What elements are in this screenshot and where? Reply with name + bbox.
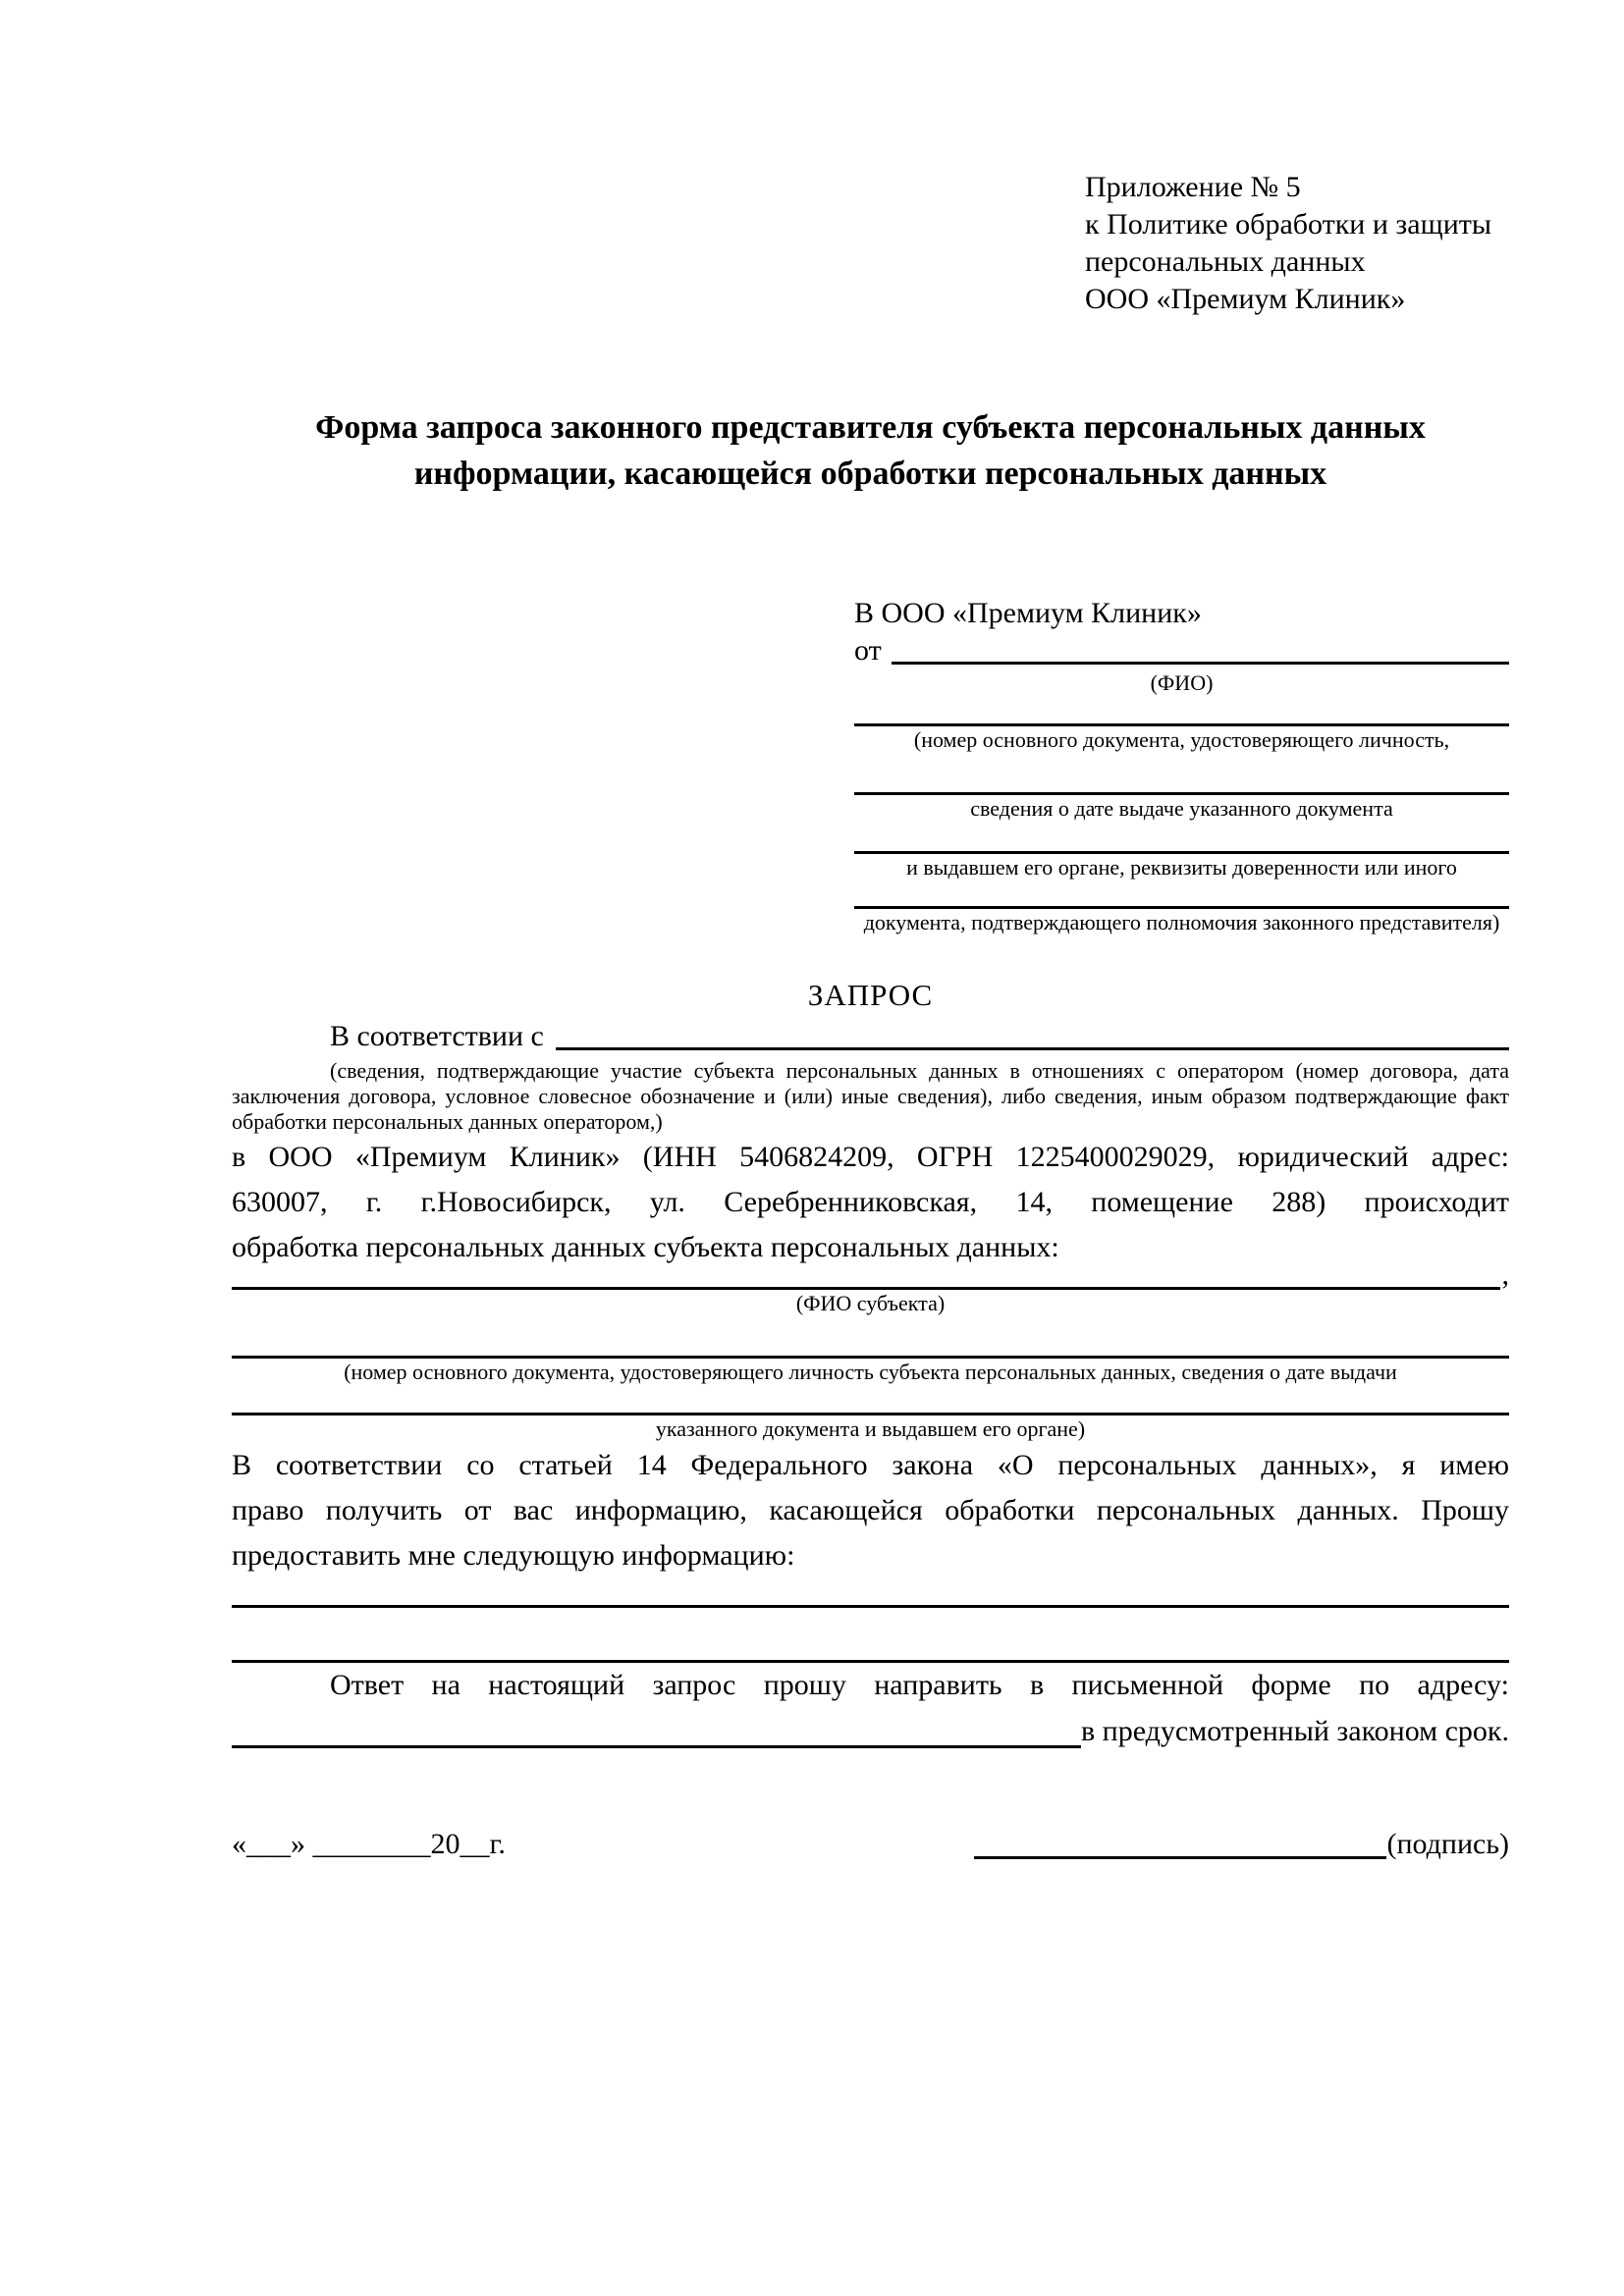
subject-fio-writein-line (232, 1264, 1500, 1290)
writein-line (854, 754, 1509, 795)
appendix-line: персональных данных (1085, 245, 1366, 278)
subject-fio-caption: (ФИО субъекта) (795, 1291, 946, 1315)
field-caption: сведения о дате выдаче указанного документа (970, 796, 1393, 821)
operator-paragraph-line: обработка персональных данных субъекта персональных данных: (232, 1231, 1059, 1263)
answer-tail: в предусмотренный законом срок. (1081, 1715, 1509, 1747)
from-writein-line (892, 632, 1509, 665)
appendix-line: к Политике обработки и защиты (1085, 208, 1492, 240)
operator-paragraph-line: 630007, г. г.Новосибирск, ул. Серебренниковская, 14, помещение 288) происходит (232, 1186, 1509, 1218)
law-paragraph-line: право получить от вас информацию, касающейся обработки персональных данных. Прошу (232, 1494, 1509, 1526)
signature-caption: (подпись) (1386, 1828, 1509, 1860)
accordance-caption-line: заключения договора, условное словесное обозначение и (или) иные сведения), либо сведения, иным образом подтверждающие факт (232, 1084, 1509, 1108)
accordance-caption-line: (сведения, подтверждающие участие субъекта персональных данных в отношениях с оператором (номер договора, дата (330, 1058, 1509, 1083)
addressee-block (854, 595, 1509, 936)
subject-doc-caption: (номер основного документа, удостоверяющего личность субъекта персональных данных, сведения о дате выдачи (344, 1360, 1397, 1384)
writein-line (232, 1578, 1509, 1608)
field-caption: и выдавшем его органе, реквизиты доверенности или иного (906, 855, 1457, 880)
law-paragraph-line: предоставить мне следующую информацию: (232, 1539, 795, 1572)
from-label: от (854, 634, 882, 667)
writein-line (854, 881, 1509, 909)
appendix-line: Приложение № 5 (1085, 171, 1301, 203)
writein-line (232, 1317, 1509, 1359)
date-line: «___» ________20__г. (232, 1828, 506, 1860)
writein-line (232, 1608, 1509, 1663)
trailing-comma: , (1501, 1258, 1509, 1291)
writein-line (854, 823, 1509, 854)
answer-lead: Ответ на настоящий запрос прошу направить в письменной форме по адресу: (330, 1669, 1509, 1701)
addressee-from-row (854, 632, 1509, 669)
operator-paragraph-line: в ООО «Премиум Клиник» (ИНН 5406824209, ОГРН 1225400029029, юридический адрес: (232, 1141, 1509, 1173)
address-writein-line (232, 1745, 1081, 1748)
signature-writein-line (974, 1856, 1386, 1859)
writein-line (854, 697, 1509, 726)
appendix-block (1085, 169, 1509, 318)
field-caption: (номер основного документа, удостоверяющего личность, (913, 727, 1450, 752)
signature-group (974, 1825, 1509, 1864)
request-heading: ЗАПРОС (807, 978, 934, 1012)
field-caption: документа, подтверждающего полномочия законного представителя) (863, 910, 1500, 934)
accordance-caption-line: обработки персональных данных оператором,) (232, 1109, 663, 1134)
accordance-row (232, 1017, 1509, 1056)
law-paragraph-line: В соответствии со статьей 14 Федерального закона «О персональных данных», я имею (232, 1449, 1509, 1481)
operator-paragraph (232, 1135, 1509, 1270)
footer-row (232, 1825, 1509, 1864)
addressee-company: В ООО «Премиум Клиник» (854, 597, 1202, 629)
answer-address-row (232, 1708, 1509, 1754)
accordance-label: В соответствии с (330, 1020, 544, 1052)
accordance-caption (232, 1058, 1509, 1135)
accordance-writein-line (556, 1017, 1509, 1050)
writein-line (232, 1386, 1509, 1415)
appendix-line: ООО «Премиум Клиник» (1085, 283, 1406, 315)
document-title-line: Форма запроса законного представителя субъекта персональных данных (315, 409, 1426, 446)
fio-caption: (ФИО) (1150, 670, 1214, 695)
subject-doc-caption: указанного документа и выдавшем его органе) (655, 1416, 1086, 1441)
law-paragraph (232, 1443, 1509, 1578)
document-title-line: информации, касающейся обработки персональных данных (413, 455, 1327, 492)
document-title (232, 404, 1509, 497)
